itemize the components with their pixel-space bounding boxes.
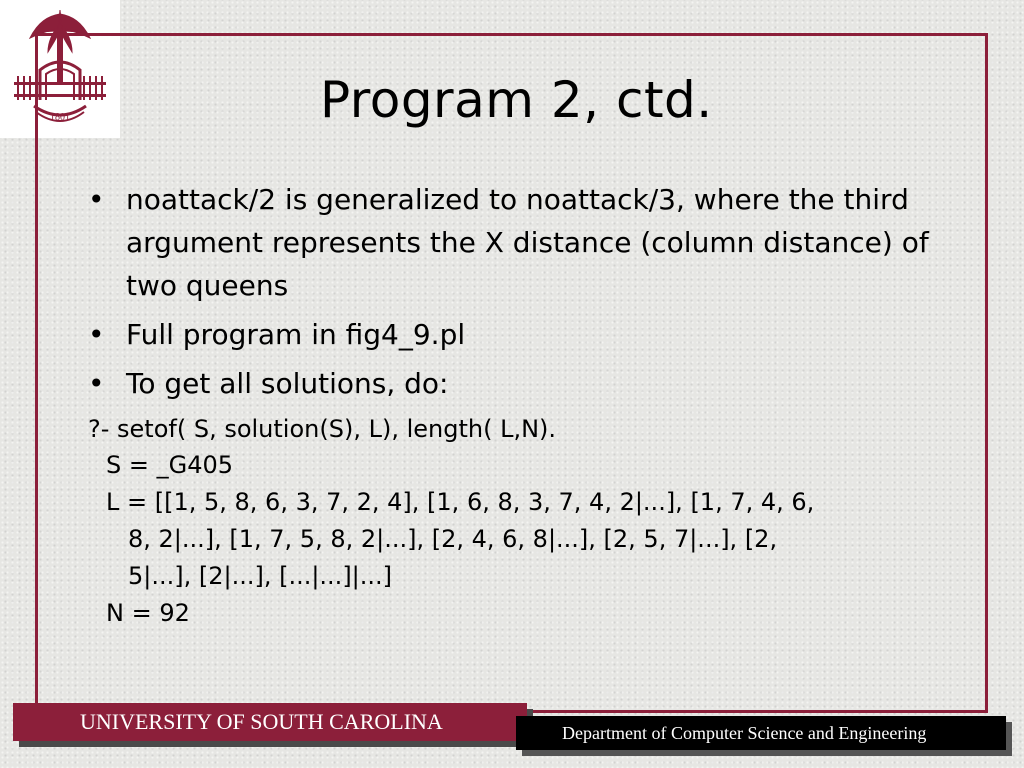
answer-l-line1: L = [[1, 5, 8, 6, 3, 7, 2, 4], [1, 6, 8, 3, 7, 4, 2|...], [1, 7, 4, 6, xyxy=(106,488,815,516)
logo-year: 1801 xyxy=(50,112,70,123)
bullet-dot: • xyxy=(88,318,105,351)
department-banner xyxy=(516,716,1006,750)
answer-l xyxy=(88,484,968,595)
bullet-item xyxy=(88,178,968,307)
slide-content xyxy=(88,178,968,632)
university-name: UNIVERSITY OF SOUTH CAROLINA xyxy=(80,709,443,734)
answer-s: S = _G405 xyxy=(106,451,234,479)
department-name: Department of Computer Science and Engineering xyxy=(562,723,927,743)
bullet-item xyxy=(88,362,968,405)
bullet-text: Full program in fig4_9.pl xyxy=(126,318,466,351)
bullet-dot: • xyxy=(88,183,105,216)
answer-l-line3: 5|...], [2|...], [...|...]|...] xyxy=(128,562,393,590)
bullet-item xyxy=(88,313,968,356)
answer-n: N = 92 xyxy=(106,599,190,627)
bullet-text: To get all solutions, do: xyxy=(126,367,449,400)
bullet-text: noattack/2 is generalized to noattack/3, where the third argument represents the X distance (column distance) of two queens xyxy=(126,183,929,302)
university-banner xyxy=(13,703,527,741)
bullet-dot: • xyxy=(88,367,105,400)
prolog-query: ?- setof( S, solution(S), L), length( L,N). xyxy=(88,415,557,443)
slide-title: Program 2, ctd. xyxy=(320,71,713,129)
answer-l-line2: 8, 2|...], [1, 7, 5, 8, 2|...], [2, 4, 6, 8|...], [2, 5, 7|...], [2, xyxy=(128,525,778,553)
